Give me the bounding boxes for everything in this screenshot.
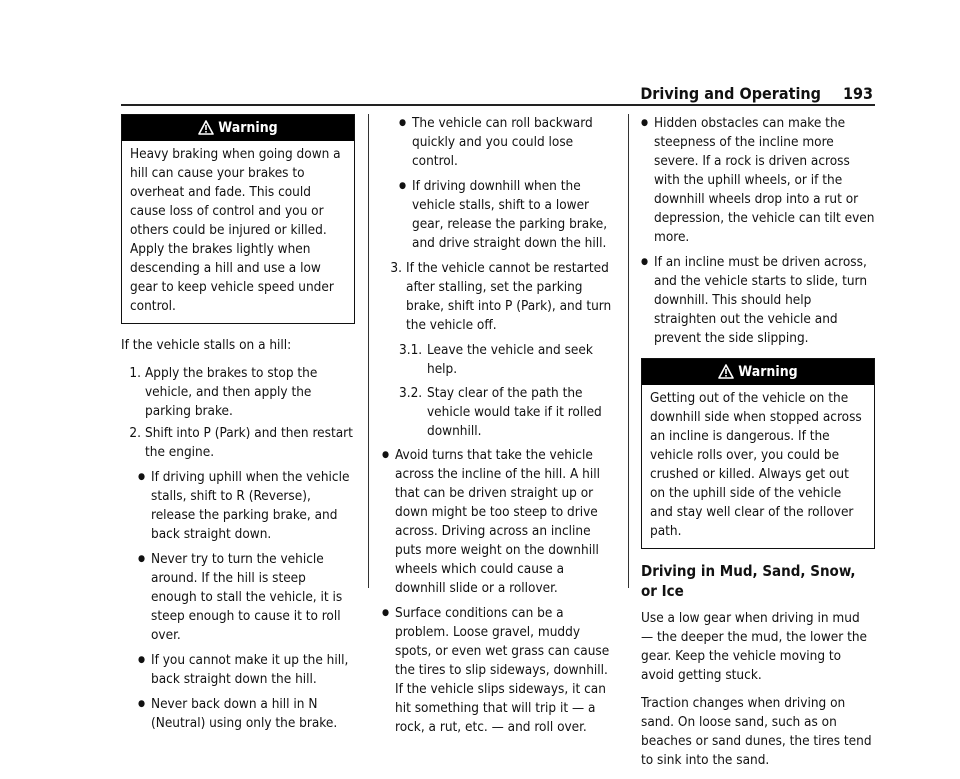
section-title: Driving and Operating bbox=[640, 84, 821, 103]
bullet-item bbox=[641, 253, 875, 348]
list-text: Shift into P (Park) and then restart the engine. bbox=[145, 425, 353, 460]
bullet-item bbox=[382, 114, 616, 171]
warning-text: Heavy braking when going down a hill can cause your brakes to overheat and fade. This could cause loss of control and you or others could be injured or killed. Apply the brakes lightly when descending a hill and use a low gear to keep vehicle speed under control. bbox=[130, 146, 341, 314]
list-item bbox=[121, 424, 355, 462]
warning-header bbox=[642, 359, 874, 385]
bullet-text: Hidden obstacles can make the steepness of the incline more severe. If a rock is driven across with the uphill wheels, or if the downhill wheels drop into a rut or depression, the vehicle can tilt even more. bbox=[654, 115, 875, 245]
bullet-text: The vehicle can roll backward quickly and you could lose control. bbox=[412, 115, 593, 169]
section-heading: Driving in Mud, Sand, Snow, or Ice bbox=[641, 562, 856, 600]
column-3 bbox=[641, 114, 875, 779]
bullet-item bbox=[382, 446, 616, 598]
paragraph: Use a low gear when driving in mud — the deeper the mud, the lower the gear. Keep the vehicle moving to avoid getting stuck. bbox=[641, 610, 868, 683]
list-item bbox=[382, 259, 616, 335]
bullet-text: If you cannot make it up the hill, back straight down the hill. bbox=[151, 652, 349, 687]
column-2 bbox=[382, 114, 616, 743]
list-number: 3. bbox=[390, 260, 402, 276]
paragraph: Traction changes when driving on sand. On loose sand, such as on beaches or sand dunes, the tires tend to sink into the sand. bbox=[641, 695, 872, 768]
bullet-text: Never back down a hill in N (Neutral) using only the brake. bbox=[151, 696, 338, 731]
bullet-icon: ● bbox=[138, 472, 146, 482]
warning-triangle-icon bbox=[198, 120, 214, 135]
header-rule bbox=[121, 104, 875, 106]
bullet-icon: ● bbox=[138, 655, 146, 665]
page-header bbox=[0, 84, 873, 104]
warning-triangle-icon bbox=[718, 364, 734, 379]
column-divider bbox=[628, 114, 629, 588]
warning-box bbox=[121, 114, 355, 324]
column-1 bbox=[121, 114, 355, 739]
bullet-item bbox=[121, 651, 355, 689]
warning-label: Warning bbox=[218, 120, 278, 136]
list-number: 1. bbox=[129, 365, 141, 381]
bullet-icon: ● bbox=[138, 699, 146, 709]
bullet-icon: ● bbox=[382, 450, 390, 460]
bullet-item bbox=[382, 604, 616, 737]
substep-text: Leave the vehicle and seek help. bbox=[427, 342, 593, 377]
list-text: If the vehicle cannot be restarted after stalling, set the parking brake, shift into P (Park), and turn the vehicle off. bbox=[406, 260, 612, 333]
warning-box bbox=[641, 358, 875, 549]
substep-text: Stay clear of the path the vehicle would take if it rolled downhill. bbox=[427, 385, 602, 439]
bullet-icon: ● bbox=[399, 181, 407, 191]
substep-item bbox=[382, 384, 616, 441]
column-divider bbox=[368, 114, 369, 588]
page-number: 193 bbox=[842, 84, 873, 103]
list-text: Apply the brakes to stop the vehicle, and then apply the parking brake. bbox=[145, 365, 318, 419]
warning-label: Warning bbox=[738, 364, 798, 380]
bullet-icon: ● bbox=[641, 257, 649, 267]
bullet-icon: ● bbox=[382, 608, 390, 618]
bullet-text: Surface conditions can be a problem. Loose gravel, muddy spots, or even wet grass can cause the tires to slip sideways, downhill. If the vehicle slips sideways, it can hit something that will trip it — a rock, a rut, etc. — and roll over. bbox=[395, 605, 610, 735]
bullet-icon: ● bbox=[399, 118, 407, 128]
bullet-item bbox=[121, 695, 355, 733]
bullet-item bbox=[121, 550, 355, 645]
bullet-text: If driving downhill when the vehicle stalls, shift to a lower gear, release the parking brake, and drive straight down the hill. bbox=[412, 178, 608, 251]
bullet-text: If an incline must be driven across, and the vehicle starts to slide, turn downhill. This should help straighten out the vehicle and prevent the side slipping. bbox=[654, 254, 868, 346]
warning-text: Getting out of the vehicle on the downhill side when stopped across an incline is dangerous. If the vehicle rolls over, you could be crushed or killed. Always get out on the uphill side of the vehicle and stay well clear of the rollover path. bbox=[650, 390, 862, 539]
bullet-item bbox=[641, 114, 875, 247]
bullet-icon: ● bbox=[641, 118, 649, 128]
substep-item bbox=[382, 341, 616, 379]
substep-number: 3.1. bbox=[399, 342, 423, 358]
bullet-item bbox=[382, 177, 616, 253]
bullet-text: If driving uphill when the vehicle stalls, shift to R (Reverse), release the parking brake, and back straight down. bbox=[151, 469, 350, 542]
substep-number: 3.2. bbox=[399, 385, 423, 401]
bullet-item bbox=[121, 468, 355, 544]
bullet-text: Never try to turn the vehicle around. If the hill is steep enough to stall the vehicle, it is steep enough to cause it to roll over. bbox=[151, 551, 343, 643]
bullet-text: Avoid turns that take the vehicle across the incline of the hill. A hill that can be driven straight up or down might be too steep to drive across. Driving across an incline puts more weight on the downhill wheels which could cause a downhill slide or a rollover. bbox=[395, 447, 600, 596]
warning-header bbox=[122, 115, 354, 141]
bullet-icon: ● bbox=[138, 554, 146, 564]
list-item bbox=[121, 364, 355, 421]
stall-intro: If the vehicle stalls on a hill: bbox=[121, 337, 292, 353]
list-number: 2. bbox=[129, 425, 141, 441]
